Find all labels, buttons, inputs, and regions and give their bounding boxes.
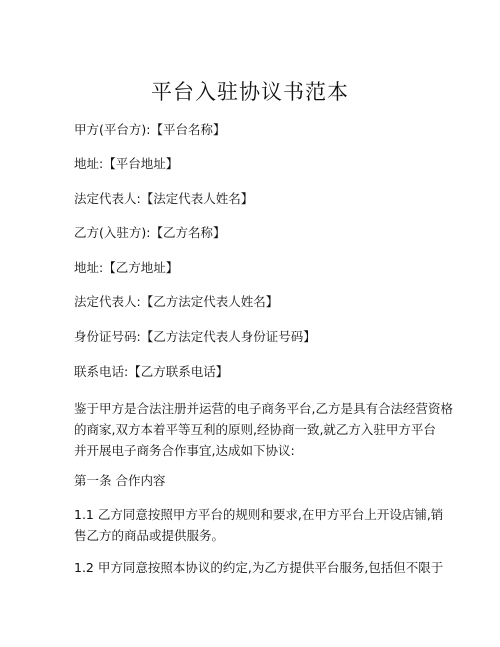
clause-1-2-line-1: 1.2 甲方同意按照本协议的约定,为乙方提供平台服务,包括但不限于 bbox=[74, 560, 444, 575]
preamble-line-1: 鉴于甲方是合法注册并运营的电子商务平台,乙方是具有合法经营资格 bbox=[74, 401, 453, 416]
clause-1-1-paragraph bbox=[74, 504, 444, 546]
party-b-phone-line: 联系电话:【乙方联系电话】 bbox=[74, 364, 229, 379]
party-a-address-line: 地址:【平台地址】 bbox=[74, 156, 179, 171]
party-a-representative-line: 法定代表人:【法定代表人姓名】 bbox=[74, 191, 254, 206]
preamble-line-2: 的商家,双方本着平等互利的原则,经协商一致,就乙方入驻甲方平台 bbox=[74, 422, 436, 437]
party-a-line: 甲方(平台方):【平台名称】 bbox=[74, 122, 226, 137]
party-b-address-line: 地址:【乙方地址】 bbox=[74, 260, 179, 275]
party-b-representative-line: 法定代表人:【乙方法定代表人姓名】 bbox=[74, 294, 279, 309]
party-b-line: 乙方(入驻方):【乙方名称】 bbox=[74, 225, 226, 240]
preamble-paragraph bbox=[74, 398, 453, 461]
clause-1-1-line-1: 1.1 乙方同意按照甲方平台的规则和要求,在甲方平台上开设店铺,销 bbox=[74, 507, 444, 522]
document-title: 平台入驻协议书范本 bbox=[151, 80, 349, 104]
clause-1-2-paragraph bbox=[74, 557, 444, 578]
clause-1-1-line-2: 售乙方的商品或提供服务。 bbox=[74, 528, 225, 543]
party-b-id-number-line: 身份证号码:【乙方法定代表人身份证号码】 bbox=[74, 329, 316, 344]
article-1-heading: 第一条 合作内容 bbox=[74, 473, 166, 488]
preamble-line-3: 并开展电子商务合作事宜,达成如下协议: bbox=[74, 443, 295, 458]
